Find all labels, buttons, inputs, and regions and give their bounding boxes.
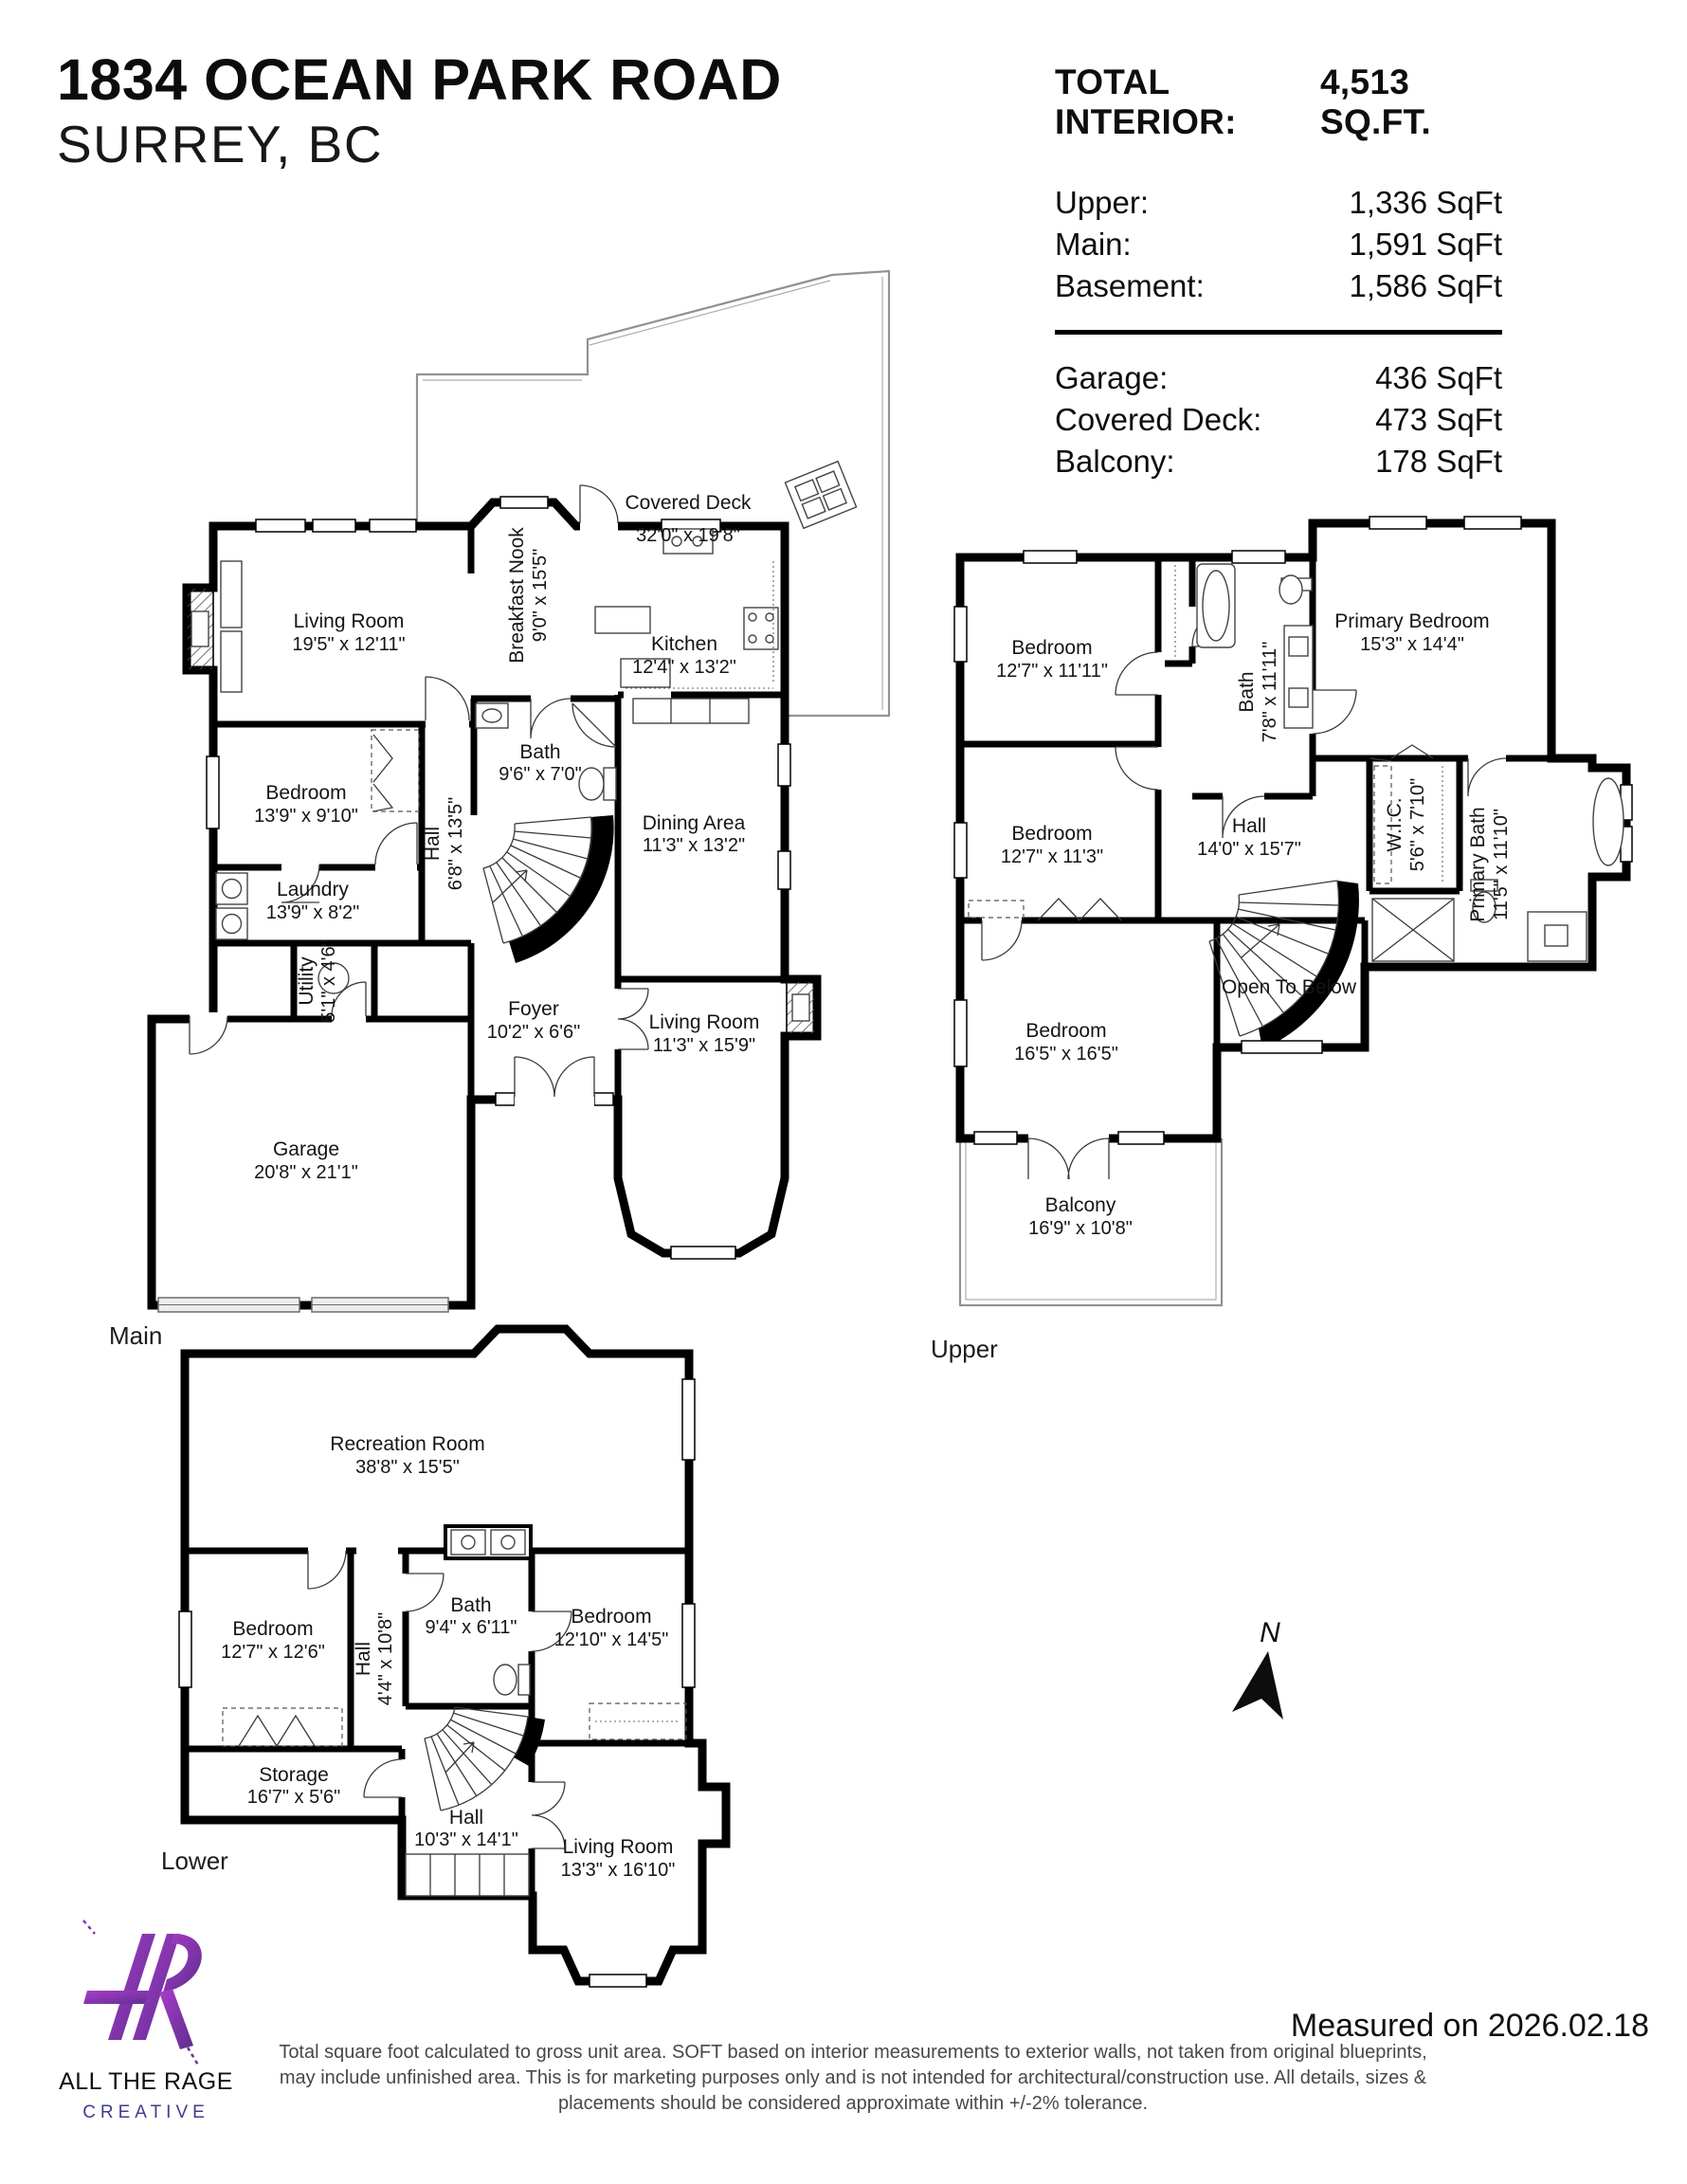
room-dims: 38'8" x 15'5" (355, 1457, 460, 1478)
row-value: 473 SqFt (1375, 402, 1502, 437)
room-dims: 10'2" x 6'6" (486, 1022, 581, 1043)
room-dims: 13'9" x 8'2" (265, 902, 360, 923)
room-label: Hall (422, 826, 444, 862)
room-label: Laundry (277, 879, 349, 901)
room-dims: 16'5" x 16'5" (1014, 1044, 1118, 1065)
floor-tag-main: Main (109, 1321, 163, 1350)
room-label: Bedroom (265, 782, 347, 804)
room-dims: 9'4" x 6'11" (425, 1617, 517, 1638)
room-dims: 11'3" x 13'2" (642, 835, 746, 856)
logo-line2: CREATIVE (82, 2102, 209, 2122)
north-arrow-icon (1232, 1617, 1283, 1720)
room-label: Living Room (648, 1011, 760, 1033)
row-value: 1,586 SqFt (1349, 268, 1502, 303)
room-label: Covered Deck (625, 492, 752, 514)
shower-icon (1372, 899, 1454, 961)
row-label: Basement: (1055, 268, 1205, 303)
toilet-icon-3 (494, 1665, 530, 1695)
room-label: Living Room (562, 1836, 674, 1858)
room-dims: 9'6" x 7'0" (499, 764, 582, 785)
page-title: 1834 OCEAN PARK ROAD (57, 47, 782, 112)
main-floor-plan (109, 271, 889, 1350)
bath-vanity (1284, 626, 1313, 728)
disclaimer-line: placements should be considered approximate within +/-2% tolerance. (557, 2093, 1149, 2114)
total-interior-value: 4,513 SQ.FT. (1319, 63, 1431, 141)
room-dims: 14'0" x 15'7" (1197, 839, 1301, 860)
room-dims: 10'3" x 14'1" (414, 1829, 518, 1850)
total-interior-label: TOTAL INTERIOR: (1055, 63, 1237, 141)
logo-line1: ALL THE RAGE (59, 2068, 233, 2095)
room-label: Primary Bath (1467, 807, 1489, 922)
room-dims: 4'4" x 10'8" (375, 1611, 396, 1706)
upper-floor-plan (931, 517, 1632, 1363)
disclaimer-line: may include unfinished area. This is for marketing purposes only and is not intended for architectural/construction use. All details, sizes & (279, 2067, 1427, 2088)
room-dims: 7'8" x 11'11" (1260, 641, 1280, 743)
soaker-tub-icon (1593, 778, 1624, 865)
north-label: N (1260, 1617, 1280, 1648)
room-label: Hall (448, 1807, 484, 1829)
room-dims: 32'0" x 19'8" (636, 525, 740, 546)
page-subtitle: SURREY, BC (57, 115, 384, 173)
room-dims: 11'5" x 11'10" (1491, 809, 1512, 920)
room-dims: 19'5" x 12'11" (292, 634, 406, 655)
room-label: Bedroom (232, 1618, 314, 1640)
room-dims: 6'8" x 13'5" (445, 796, 466, 891)
room-label: Storage (259, 1764, 329, 1786)
room-dims: 16'9" x 10'8" (1028, 1218, 1133, 1239)
room-dims: 13'3" x 16'10" (560, 1860, 676, 1881)
main-exterior-walls (152, 502, 817, 1305)
logo-wordmark (55, 2068, 237, 2123)
row-label: Balcony: (1055, 444, 1175, 479)
lower-bath-nook (445, 1526, 531, 1558)
primary-vanity (1528, 912, 1587, 961)
room-label: Bedroom (1025, 1020, 1107, 1042)
room-label: Bath (519, 741, 561, 763)
room-label: Foyer (508, 998, 559, 1020)
bbq-grill-icon (785, 462, 856, 529)
room-label: Bedroom (1011, 637, 1093, 659)
fireplace-icon (187, 588, 213, 670)
room-dims: 12'10" x 14'5" (553, 1629, 669, 1650)
room-dims: 20'8" x 21'1" (254, 1162, 358, 1183)
bathtub-icon (1197, 564, 1235, 647)
room-dims: 5'1" x 4'6" (318, 939, 339, 1023)
room-label: W.I.C. (1384, 797, 1406, 852)
room-label: Recreation Room (330, 1433, 485, 1455)
room-label: Living Room (293, 610, 405, 632)
row-label: Main: (1055, 227, 1132, 262)
room-label: Bath (1236, 671, 1258, 713)
room-dims: 9'0" x 15'5" (530, 548, 551, 643)
disclaimer-line: Total square foot calculated to gross unit area. SOFT based on interior measurements to exterior walls, not taken from original blueprints, (279, 2042, 1427, 2063)
room-dims: 13'9" x 9'10" (254, 806, 358, 827)
room-label: Utility (296, 956, 317, 1006)
measured-date: Measured on 2026.02.18 (1290, 2008, 1649, 2044)
room-label: Garage (272, 1138, 340, 1160)
lower-floor-plan (161, 1329, 726, 1987)
row-label: Upper: (1055, 185, 1150, 220)
room-label: Hall (1231, 815, 1267, 837)
room-dims: 12'7" x 12'6" (221, 1642, 325, 1663)
room-label: Dining Area (642, 812, 746, 834)
room-label: Primary Bedroom (1334, 610, 1490, 632)
floor-tag-lower: Lower (161, 1847, 228, 1875)
room-label: Hall (353, 1641, 374, 1677)
room-dims: 5'6" x 7'10" (1407, 777, 1428, 872)
room-label: Bedroom (1011, 823, 1093, 845)
room-label: Bedroom (571, 1606, 652, 1628)
room-dims: 16'7" x 5'6" (246, 1787, 341, 1808)
dining-cabinet (633, 699, 749, 723)
room-label: Open To Below (1221, 976, 1357, 998)
room-dims: 12'7" x 11'3" (1000, 846, 1104, 867)
room-dims: 12'7" x 11'11" (996, 661, 1108, 682)
row-value: 178 SqFt (1375, 444, 1502, 479)
row-label: Garage: (1055, 360, 1169, 395)
room-dims: 12'4" x 13'2" (632, 657, 736, 678)
room-label: Kitchen (650, 633, 718, 655)
room-dims: 15'3" x 14'4" (1360, 634, 1464, 655)
disclaimer (180, 2040, 1526, 2117)
room-label: Balcony (1044, 1194, 1116, 1216)
hall-closet (406, 1854, 529, 1896)
floor-tag-upper: Upper (931, 1335, 998, 1363)
row-value: 1,336 SqFt (1349, 185, 1502, 220)
toilet-icon (579, 768, 616, 800)
room-label: Bath (450, 1594, 492, 1616)
room-dims: 11'3" x 15'9" (652, 1035, 756, 1056)
row-value: 436 SqFt (1375, 360, 1502, 395)
row-value: 1,591 SqFt (1349, 227, 1502, 262)
room-label: Breakfast Nook (506, 527, 528, 664)
row-label: Covered Deck: (1055, 402, 1262, 437)
fireplace-icon-2 (787, 981, 815, 1034)
